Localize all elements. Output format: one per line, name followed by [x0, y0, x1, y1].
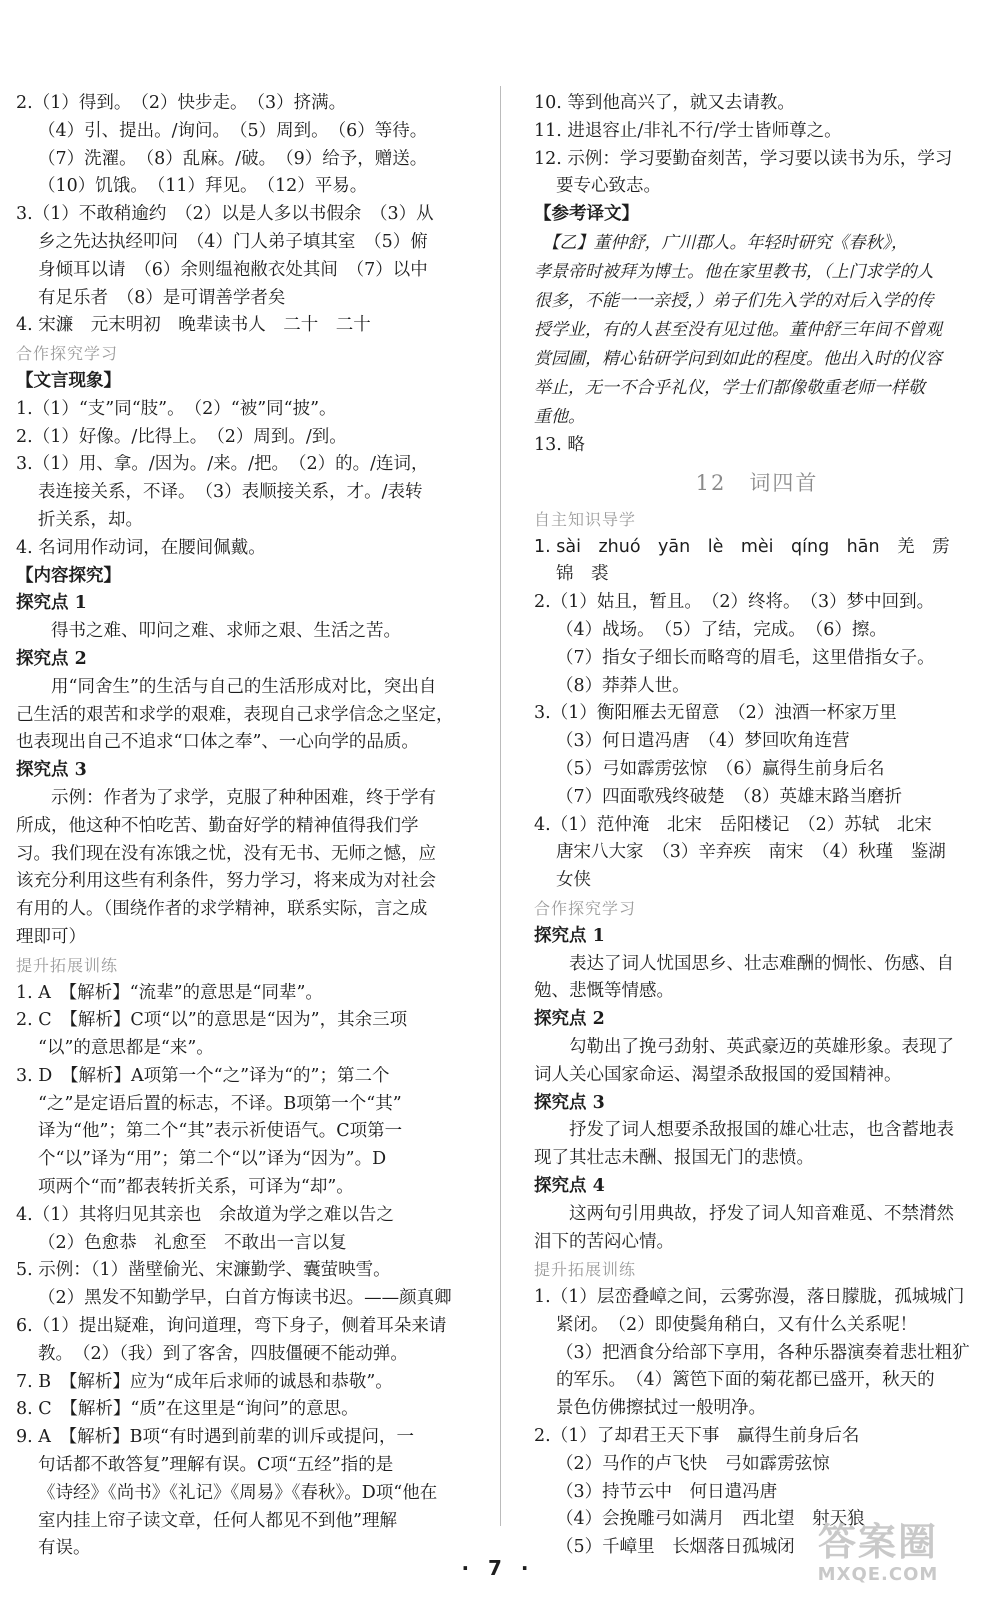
subsection-heading: 【文言现象】	[16, 370, 121, 391]
text-line: 2.（1）姑且，暂且。 （2）终将。 （3）梦中回到。	[534, 592, 935, 613]
left-column	[16, 90, 488, 1563]
text-line: 抒发了词人想要杀敌报国的雄心壮志，也含蓄地表	[534, 1120, 954, 1141]
text-line: 2. C 【解析】C项“以”的意思是“因为”，其余三项	[16, 1010, 408, 1031]
section-heading: 自主知识导学	[534, 509, 637, 529]
translation-line: 很多，不能一一亲授，）弟子们先入学的对后入学的传	[534, 290, 934, 311]
text-line: 1.（1）“支”同“肢”。 （2）“被”同“披”。	[16, 398, 337, 419]
subsection-heading: 【参考译文】	[534, 204, 639, 225]
text-line: 1.（1）层峦叠嶂之间，云雾弥漫，落日朦胧，孤城城门	[534, 1287, 965, 1308]
text-line: 室内挂上帘子读文章，任何人都见不到他”理解	[38, 1510, 397, 1531]
text-line: 景色仿佛擦拭过一般明净。	[556, 1398, 766, 1419]
text-line: 4. 宋濂 元末明初 晚辈读书人 二十 二十	[16, 315, 371, 336]
text-line: 要专心致志。	[556, 176, 661, 197]
text-line: “以”的意思都是“来”。	[38, 1038, 214, 1059]
text-line: （2）黑发不知勤学早，白首方悔读书迟。——颜真卿	[38, 1288, 452, 1309]
text-line: 教。 （2）（我）到了客舍，四肢僵硬不能动弹。	[38, 1343, 408, 1364]
text-line: 锦 裘	[556, 564, 609, 585]
text-line: 勉、悲慨等情感。	[534, 981, 674, 1002]
text-line: 9. A 【解析】B项“有时遇到前辈的训斥或提问，一	[16, 1427, 414, 1448]
text-line: 现了其壮志未酬、报国无门的悲愤。	[534, 1148, 814, 1169]
translation-line: 【乙】董仲舒，广川郡人。年轻时研究《春秋》，	[534, 232, 908, 253]
text-line: 词人关心国家命运、渴望杀敌报国的爱国精神。	[534, 1064, 902, 1085]
text-line: 得书之难、叩问之难、求师之艰、生活之苦。	[16, 621, 401, 642]
translation-line: 举止，无一不合乎礼仪，学士们都像敬重老师一样敬	[534, 377, 925, 398]
text-line: 2.（1）好像。/比得上。 （2）周到。/到。	[16, 426, 347, 447]
text-line: 有足乐者 （8）是可谓善学者矣	[38, 287, 286, 308]
lesson-title: 12 词四首	[695, 470, 819, 495]
subsection-heading: 探究点 3	[16, 760, 87, 781]
text-line: 8. C 【解析】“质”在这里是“询问”的意思。	[16, 1399, 359, 1420]
text-line: “之”是定语后置的标志，不译。B项第一个“其”	[38, 1093, 402, 1114]
subsection-heading: 探究点 1	[16, 593, 87, 614]
text-line: 女侠	[556, 870, 591, 891]
page-number: · 7 ·	[461, 1556, 535, 1580]
text-line: 个“以”译为“用”；第二个“以”译为“因为”。D	[38, 1149, 387, 1170]
text-line: 泪下的苦闷心情。	[534, 1231, 674, 1252]
text-line: 13. 略	[534, 434, 585, 455]
text-line: （2）马作的卢飞快 弓如霹雳弦惊	[556, 1453, 830, 1474]
text-line: 理即可）	[16, 926, 86, 947]
text-line: 有用的人。（围绕作者的求学精神，联系实际，言之成	[16, 899, 428, 920]
text-line: 4.（1）其将归见其亲也 余故道为学之难以告之	[16, 1204, 394, 1225]
watermark-logo-text: 答案圈	[817, 1520, 938, 1564]
text-line: 《诗经》《尚书》《礼记》《周易》《春秋》。D项“他在	[38, 1482, 438, 1503]
text-line: （7）指女子细长而略弯的眉毛，这里借指女子。	[556, 647, 935, 668]
text-line: （7）洗濯。 （8）乱麻。/破。 （9）给予，赠送。	[38, 148, 428, 169]
text-line: 也表现出自己不追求“口体之奉”、一心向学的品质。	[16, 732, 419, 753]
text-line: 3.（1）用、拿。/因为。/来。/把。 （2）的。/连词，	[16, 454, 429, 475]
section-heading: 提升拓展训练	[16, 955, 119, 975]
text-line: （3）把酒食分给部下享用，各种乐器演奏着悲壮粗犷	[556, 1342, 970, 1363]
text-line: 4.（1）范仲淹 北宋 岳阳楼记 （2）苏轼 北宋	[534, 814, 932, 835]
text-line: 勾勒出了挽弓劲射、英武豪迈的英雄形象。表现了	[534, 1036, 954, 1057]
text-line: （3）持节云中 何日遣冯唐	[556, 1481, 778, 1502]
section-heading: 合作探究学习	[16, 344, 119, 364]
text-line: 7. B 【解析】应为“成年后求师的诚恳和恭敬”。	[16, 1371, 393, 1392]
text-line: 3.（1）衡阳雁去无留意 （2）浊酒一杯家万里	[534, 703, 897, 724]
text-line: 12. 示例：学习要勤奋刻苦，学习要以读书为乐，学习	[534, 148, 953, 169]
text-line: （4）引、提出。/询问。 （5）周到。 （6）等待。	[38, 120, 428, 141]
text-line: 这两句引用典故，抒发了词人知音难觅、不禁潸然	[534, 1203, 954, 1224]
subsection-heading: 探究点 2	[534, 1009, 605, 1030]
text-line: 表连接关系，不译。 （3）表顺接关系，才。/表转	[38, 482, 423, 503]
subsection-heading: 【内容探究】	[16, 565, 121, 586]
text-line: 的军乐。 （4）篱笆下面的菊花都已盛开，秋天的	[556, 1370, 935, 1391]
subsection-heading: 探究点 1	[534, 925, 605, 946]
text-line: 译为“他”；第二个“其”表示祈使语气。C项第一	[38, 1121, 403, 1142]
text-line: 3. D 【解析】A项第一个“之”译为“的”；第二个	[16, 1065, 390, 1086]
text-line: 表达了词人忧国思乡、壮志难酬的惆怅、伤感、自	[534, 953, 954, 974]
text-line: 3.（1）不敢稍逾约 （2）以是人多以书假余 （3）从	[16, 204, 434, 225]
text-line: （4）会挽雕弓如满月 西北望 射天狼	[556, 1509, 865, 1530]
text-line: 示例：作者为了求学，克服了种种困难，终于学有	[16, 787, 436, 808]
section-heading: 合作探究学习	[534, 898, 637, 918]
text-line: （2）色愈恭 礼愈至 不敢出一言以复	[38, 1232, 347, 1253]
text-line: （8）莽莽人世。	[556, 675, 690, 696]
translation-line: 授学业，有的人甚至没有见过他。董仲舒三年间不曾观	[534, 319, 942, 340]
text-line: （4）战场。 （5）了结，完成。 （6）擦。	[556, 619, 887, 640]
text-line: 句话都不敢答复”理解有误。C项“五经”指的是	[38, 1455, 394, 1476]
pinyin-line: 1. sài zhuó yān lè mèi qíng hān 羌 雳	[534, 536, 950, 557]
text-line: 1. A 【解析】“流辈”的意思是“同辈”。	[16, 982, 323, 1003]
right-column	[534, 90, 980, 1562]
text-line: 2.（1）了却君王天下事 赢得生前身后名	[534, 1426, 860, 1447]
text-line: 有误。	[38, 1538, 91, 1559]
text-line: （3）何日遣冯唐 （4）梦回吹角连营	[556, 731, 850, 752]
text-line: （5）弓如霹雳弦惊 （6）赢得生前身后名	[556, 758, 885, 779]
section-heading: 提升拓展训练	[534, 1260, 637, 1280]
text-line: 6.（1）提出疑难，询问道理，弯下身子，侧着耳朵来请	[16, 1316, 447, 1337]
text-line: 4. 名词用作动词，在腰间佩戴。	[16, 537, 266, 558]
subsection-heading: 探究点 4	[534, 1175, 605, 1196]
text-line: 紧闭。 （2）即使鬓角稍白，又有什么关系呢！	[556, 1314, 918, 1335]
column-divider	[500, 86, 501, 1526]
text-line: 己生活的艰苦和求学的艰难，表现自己求学信念之坚定，	[16, 704, 454, 725]
text-line: （7）四面歌残终破楚 （8）英雄末路当磨折	[556, 786, 903, 807]
subsection-heading: 探究点 2	[16, 648, 87, 669]
translation-line: 孝景帝时被拜为博士。他在家里教书，（上门求学的人	[534, 261, 934, 282]
text-line: 10. 等到他高兴了，就又去请教。	[534, 93, 795, 113]
text-line: 唐宋八大家 （3）辛弃疾 南宋 （4）秋瑾 鉴湖	[556, 842, 946, 863]
text-line: 11. 进退容止/非礼不行/学士皆师尊之。	[534, 120, 842, 141]
text-line: 5. 示例：（1）凿壁偷光、宋濂勤学、囊萤映雪。	[16, 1260, 391, 1281]
text-line: 折关系，却。	[38, 509, 143, 530]
text-line: 乡之先达执经叩问 （4）门人弟子填其室 （5）俯	[38, 231, 428, 252]
translation-line: 重他。	[534, 406, 585, 427]
text-line: 用“同舍生”的生活与自己的生活形成对比，突出自	[16, 676, 437, 697]
watermark-logo	[788, 1520, 968, 1594]
text-line: 习。我们现在没有冻饿之忧，没有无书、无师之憾，应	[16, 843, 436, 864]
text-line: 该充分利用这些有利条件，努力学习，将来成为对社会	[16, 871, 436, 892]
text-line: 身倾耳以请 （6）余则缊袍敝衣处其间 （7）以中	[38, 259, 428, 280]
translation-line: 赏园圃，精心钻研学问到如此的程度。他出入时的仪容	[534, 348, 942, 369]
text-line: 项两个“而”都表转折关系，可译为“却”。	[38, 1177, 354, 1198]
text-line: （5）千嶂里 长烟落日孤城闭	[556, 1537, 795, 1558]
subsection-heading: 探究点 3	[534, 1092, 605, 1113]
text-line: （10）饥饿。 （11）拜见。 （12）平易。	[38, 176, 368, 197]
watermark-site: MXQE.COM	[817, 1564, 939, 1585]
text-line: 2.（1）得到。 （2）快步走。 （3）挤满。	[16, 93, 347, 113]
text-line: 所成，他这种不怕吃苦、勤奋好学的精神值得我们学	[16, 815, 419, 836]
